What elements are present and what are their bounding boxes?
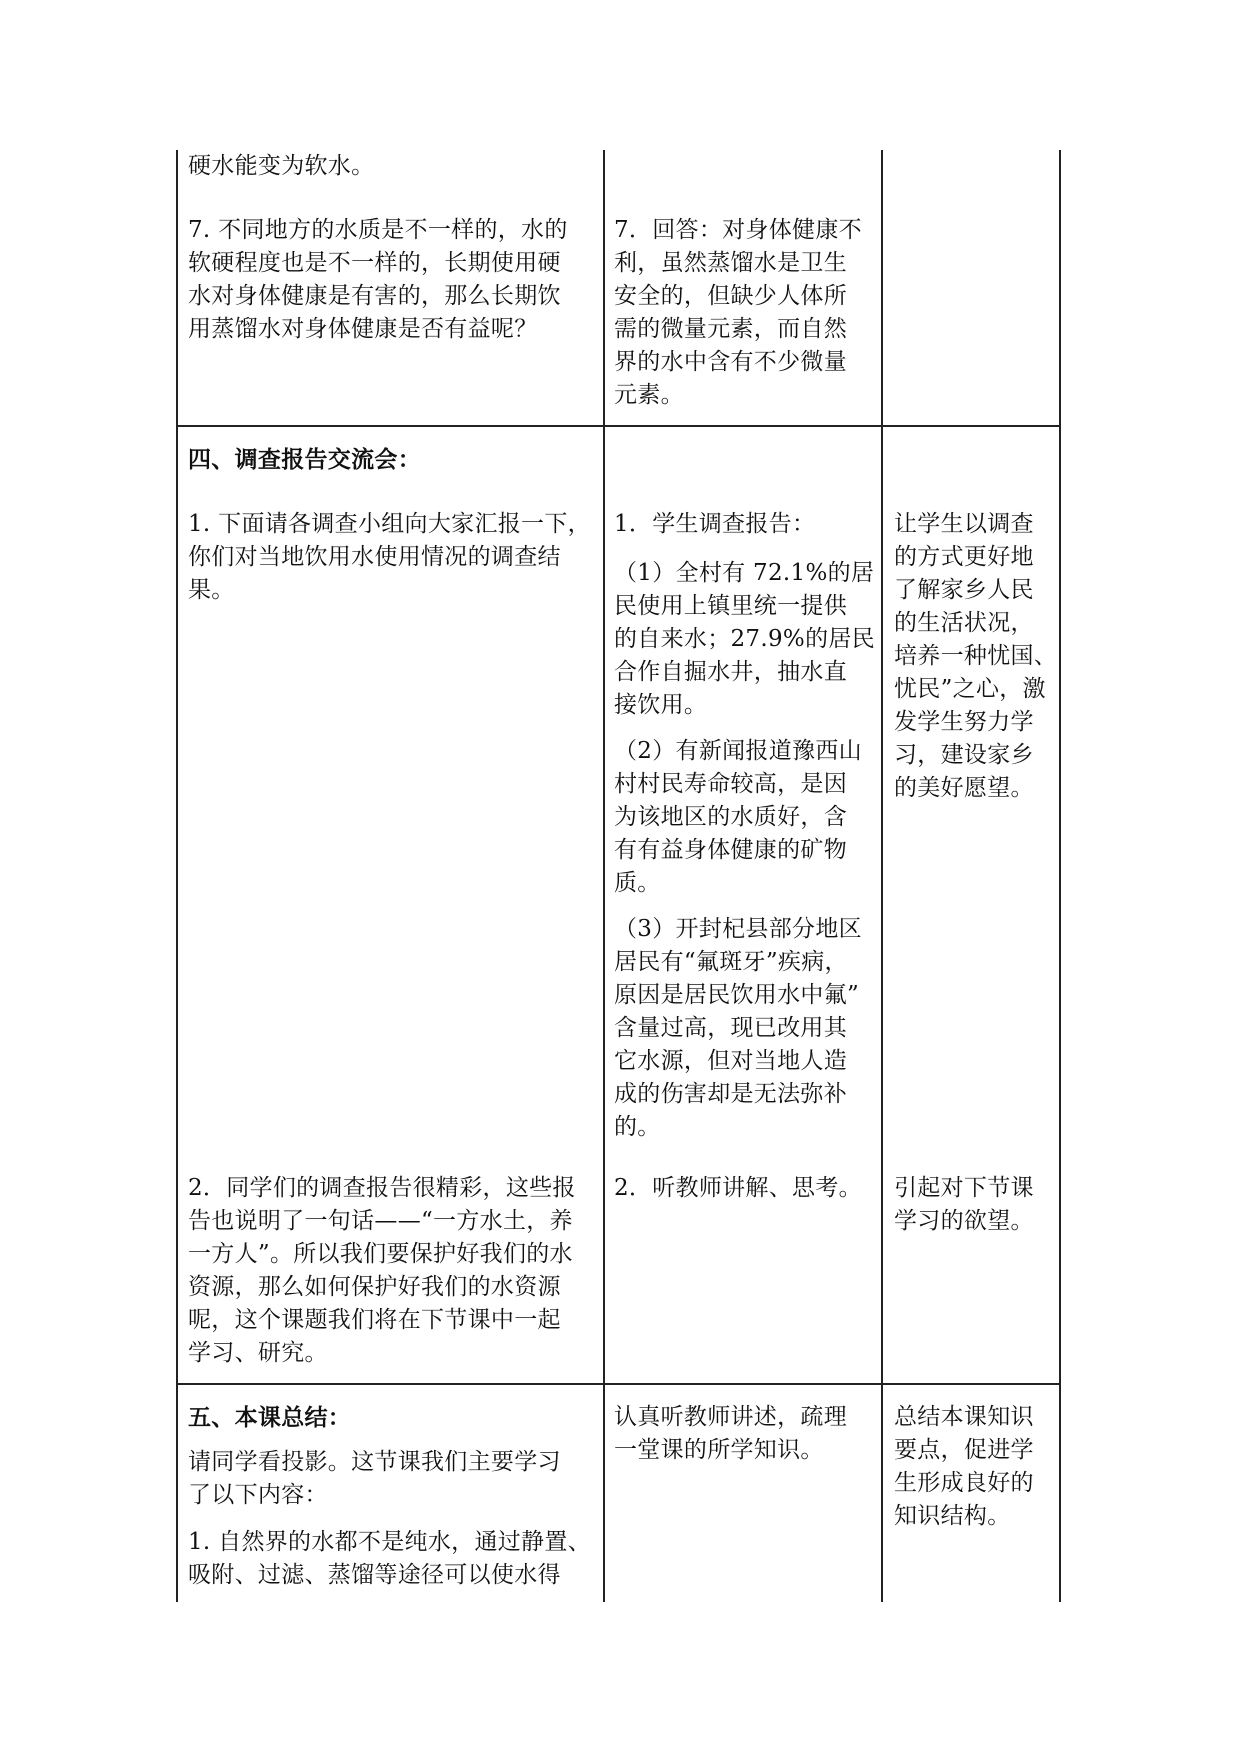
section4-intent-2: 引起对下节课 学习的欲望。 — [894, 1175, 1034, 1234]
section4-intent-1: 让学生以调查 的方式更好地 了解家乡人民 的生活状况， 培养一种忧国、 忧民”之心，激 发学生努力学 习，建设家乡 的美好愿望。 — [894, 511, 1058, 801]
section4-student-report-2: （2）有新闻报道豫西山 村村民寿命较高，是因 为该地区的水质好，含 有有益身体健康的矿物 质。 — [614, 738, 862, 896]
teacher-question-7: 7. 不同地方的水质是不一样的，水的 软硬程度也是不一样的，长期使用硬 水对身体健康是有害的，那么长期饮 用蒸馏水对身体健康是否有益呢？ — [188, 217, 568, 342]
section4-teacher-item2: 2．同学们的调查报告很精彩，这些报 告也说明了一句话——“一方水土，养 一方人”。所以我们要保护好我们的水 资源，那么如何保护好我们的水资源 呢，这个课题我们将在下节课中一起 学习、研究。 — [188, 1175, 576, 1366]
section4-student-report-1: （1）全村有 72.1%的居 民使用上镇里统一提供 的自来水；27.9%的居民 合作自掘水井，抽水直 接饮用。 — [614, 560, 875, 718]
section5-intent: 总结本课知识 要点，促进学 生形成良好的 知识结构。 — [894, 1404, 1034, 1529]
row-divider-1 — [176, 425, 1061, 427]
section4-teacher-item1: 1. 下面请各调查小组向大家汇报一下， 你们对当地饮用水使用情况的调查结 果。 — [188, 511, 591, 603]
section4-student-item2: 2．听教师讲解、思考。 — [614, 1175, 862, 1201]
teacher-text-tail: 硬水能变为软水。 — [188, 153, 375, 179]
section5-heading: 五、本课总结： — [188, 1404, 352, 1431]
section5-teacher-point1: 1. 自然界的水都不是纯水，通过静置、 吸附、过滤、蒸馏等途径可以使水得 — [188, 1529, 591, 1588]
section4-student-item1-title: 1．学生调查报告： — [614, 511, 816, 537]
section4-student-report-3: （3）开封杞县部分地区 居民有“氟斑牙”疾病， 原因是居民饮用水中氟” 含量过高，现已改用其 它水源，但对当地人造 成的伤害却是无法弥补 的。 — [614, 916, 862, 1140]
section5-teacher-intro: 请同学看投影。这节课我们主要学习 了以下内容： — [188, 1449, 561, 1508]
section4-heading: 四、调查报告交流会： — [188, 446, 421, 473]
row-divider-2 — [176, 1383, 1061, 1385]
student-answer-7: 7．回答：对身体健康不 利，虽然蒸馏水是卫生 安全的，但缺少人体所 需的微量元素，而自然 界的水中含有不少微量 元素。 — [614, 217, 862, 408]
section5-student: 认真听教师讲述，疏理 一堂课的所学知识。 — [614, 1404, 847, 1463]
